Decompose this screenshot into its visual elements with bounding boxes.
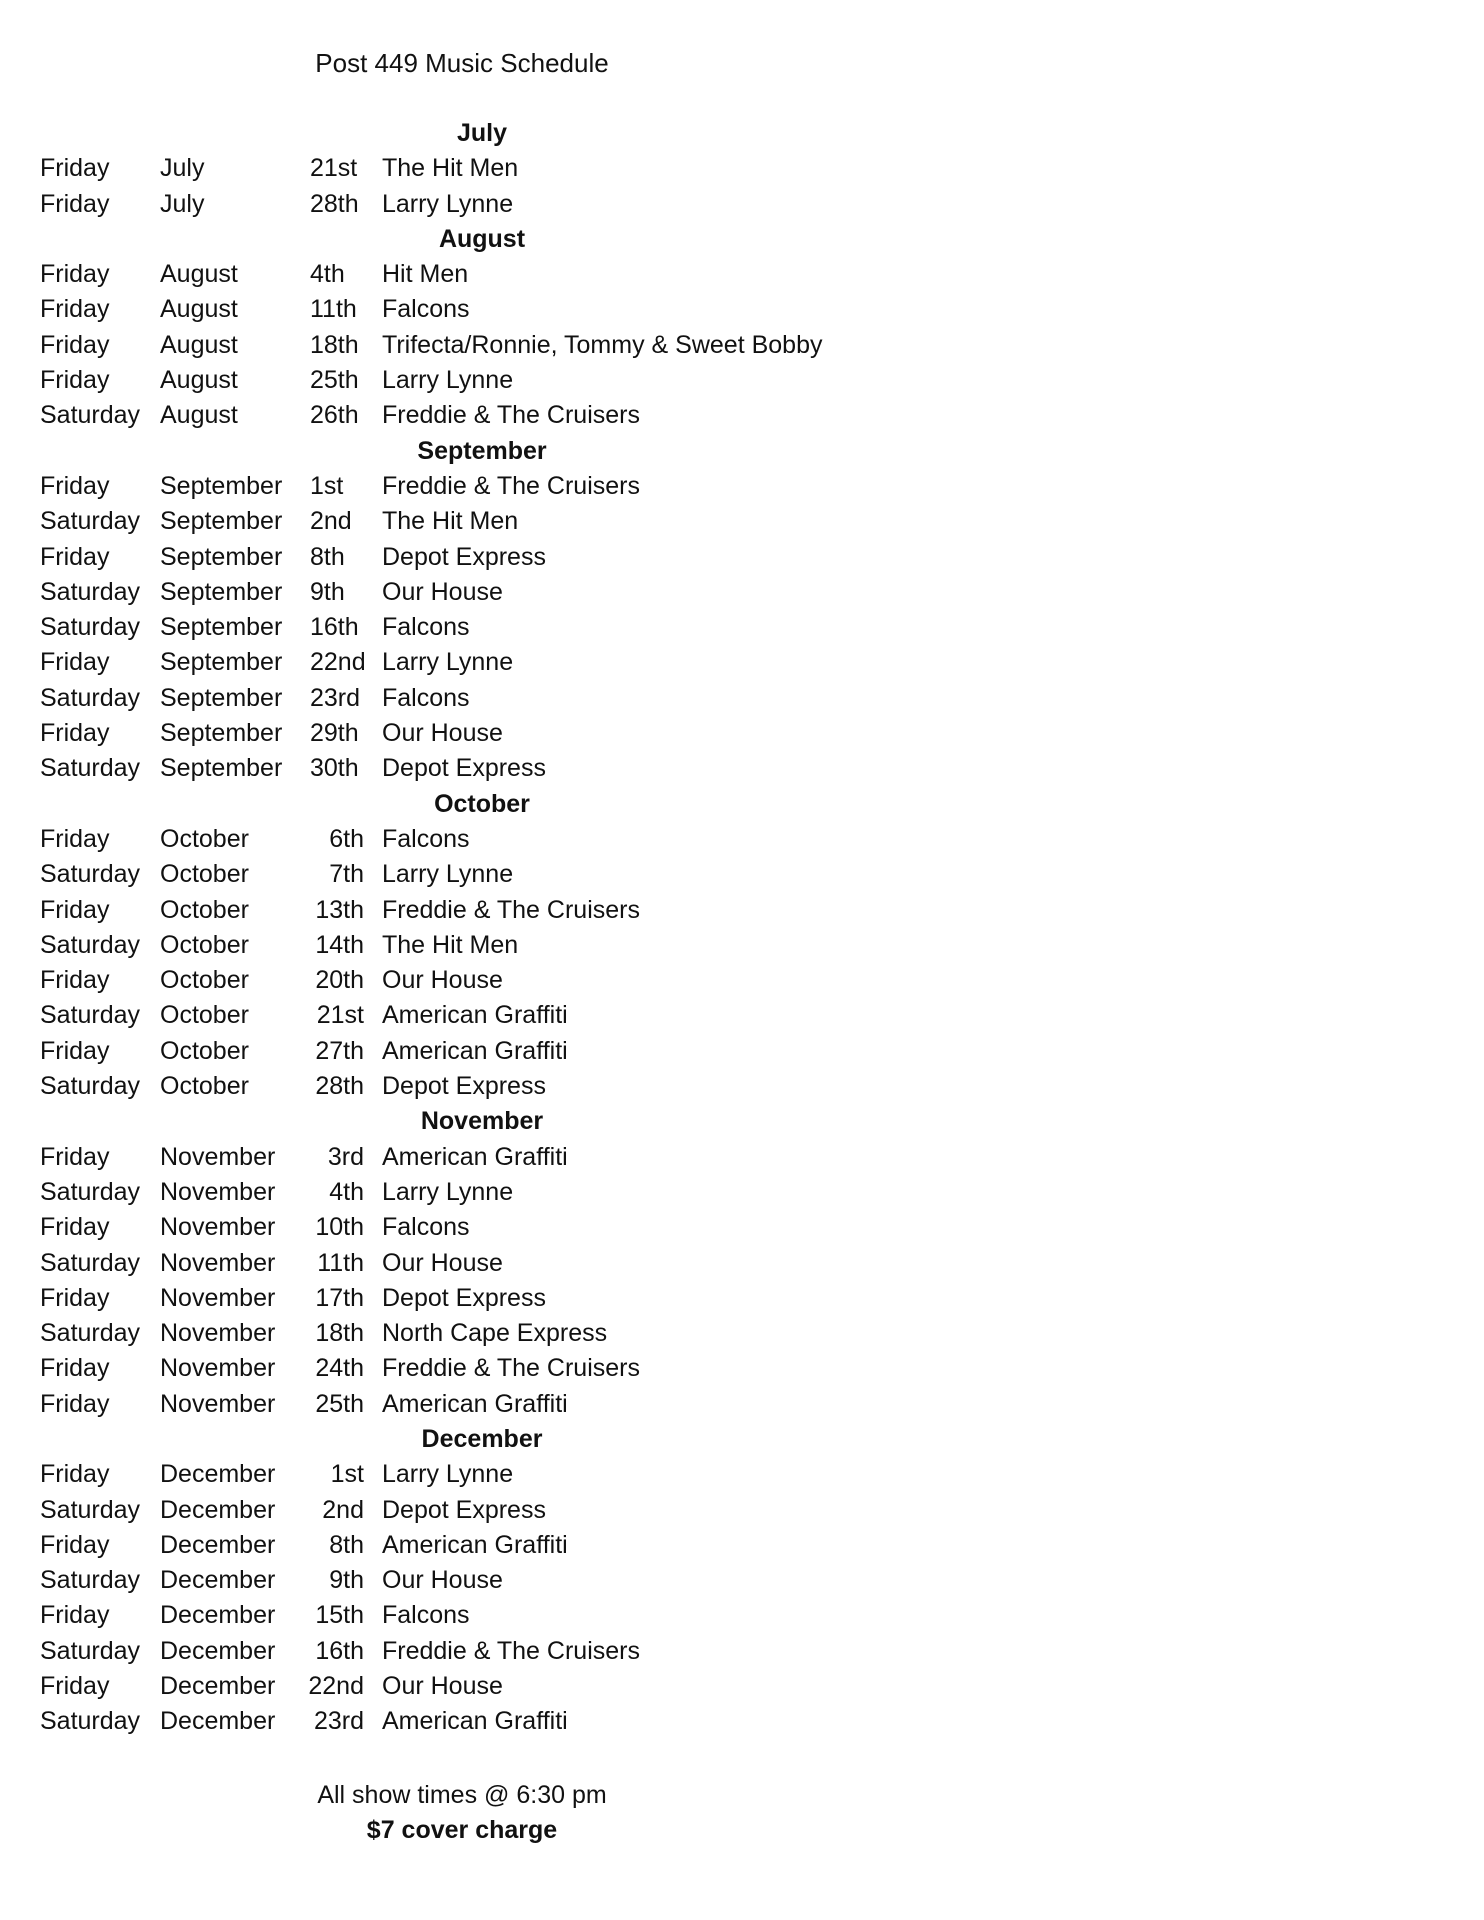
event-day: Saturday: [40, 1566, 141, 1595]
event-date: 3rd: [327, 1142, 364, 1171]
month-heading: December: [421, 1424, 543, 1453]
event-band: Freddie & The Cruisers: [382, 401, 640, 430]
event-band: Our House: [382, 1248, 503, 1277]
event-band: North Cape Express: [382, 1319, 608, 1348]
event-month: December: [160, 1636, 276, 1665]
event-band: Depot Express: [382, 1283, 546, 1312]
event-band: Our House: [382, 1672, 503, 1701]
event-month: November: [160, 1213, 276, 1242]
event-day: Friday: [40, 895, 110, 924]
schedule-row: [40, 187, 940, 222]
event-day: Friday: [40, 330, 110, 359]
event-day: Saturday: [40, 1177, 141, 1206]
event-band: The Hit Men: [382, 154, 519, 183]
event-date: 6th: [329, 824, 364, 853]
event-date: 2nd: [322, 1495, 364, 1524]
schedule-row: [40, 575, 940, 610]
month-heading: November: [420, 1107, 544, 1136]
event-date: 25th: [315, 1389, 364, 1418]
page-title: Post 449 Music Schedule: [315, 48, 609, 78]
event-month: October: [160, 895, 249, 924]
event-day: Saturday: [40, 1072, 141, 1101]
event-band: The Hit Men: [382, 507, 519, 536]
event-month: September: [160, 648, 283, 677]
event-date: 1st: [310, 471, 344, 500]
event-date: 9th: [329, 1566, 364, 1595]
event-date: 26th: [310, 401, 359, 430]
event-month: September: [160, 542, 283, 571]
event-band: Our House: [382, 966, 503, 995]
event-band: Depot Express: [382, 754, 546, 783]
schedule-row: [40, 751, 940, 786]
event-month: July: [160, 189, 205, 218]
schedule-row: [40, 963, 940, 998]
event-band: American Graffiti: [382, 1389, 568, 1418]
event-day: Saturday: [40, 1636, 141, 1665]
event-day: Friday: [40, 1283, 110, 1312]
event-band: Depot Express: [382, 1495, 546, 1524]
event-month: November: [160, 1283, 276, 1312]
schedule-row: [40, 1210, 940, 1245]
event-band: American Graffiti: [382, 1530, 568, 1559]
event-date: 25th: [310, 366, 359, 395]
event-month: November: [160, 1248, 276, 1277]
event-date: 22nd: [310, 648, 366, 677]
event-day: Saturday: [40, 860, 141, 889]
event-month: October: [160, 1036, 249, 1065]
event-month: December: [160, 1672, 276, 1701]
schedule-row: [40, 1669, 940, 1704]
event-month: September: [160, 507, 283, 536]
event-date: 15th: [315, 1601, 364, 1630]
event-month: December: [160, 1707, 276, 1736]
event-month: September: [160, 613, 283, 642]
event-day: Saturday: [40, 683, 141, 712]
event-month: November: [160, 1319, 276, 1348]
event-month: October: [160, 1072, 249, 1101]
event-month: September: [160, 471, 283, 500]
event-month: December: [160, 1566, 276, 1595]
event-day: Saturday: [40, 1495, 141, 1524]
event-date: 11th: [317, 1248, 364, 1277]
event-band: Falcons: [382, 295, 470, 324]
event-date: 23rd: [313, 1707, 364, 1736]
schedule-row: [40, 151, 940, 186]
schedule-row: [40, 857, 940, 892]
event-date: 2nd: [310, 507, 352, 536]
schedule-row: [40, 363, 940, 398]
schedule-row: [40, 1563, 940, 1598]
event-date: 13th: [315, 895, 364, 924]
event-band: Freddie & The Cruisers: [382, 1354, 640, 1383]
event-day: Saturday: [40, 1707, 141, 1736]
event-month: September: [160, 683, 283, 712]
event-date: 28th: [310, 189, 359, 218]
schedule-row: [40, 1634, 940, 1669]
event-date: 18th: [315, 1319, 364, 1348]
event-date: 18th: [310, 330, 359, 359]
schedule-row: [40, 1034, 940, 1069]
event-day: Saturday: [40, 613, 141, 642]
event-day: Saturday: [40, 930, 141, 959]
event-day: Friday: [40, 260, 110, 289]
event-date: 8th: [329, 1530, 364, 1559]
event-day: Saturday: [40, 1319, 141, 1348]
schedule-row: [40, 645, 940, 680]
event-band: Freddie & The Cruisers: [382, 895, 640, 924]
event-date: 22nd: [308, 1672, 364, 1701]
event-date: 21st: [316, 1001, 364, 1030]
event-month: November: [160, 1354, 276, 1383]
event-date: 8th: [310, 542, 345, 571]
schedule-row: [40, 1246, 940, 1281]
event-date: 10th: [315, 1213, 364, 1242]
schedule-row: [40, 822, 940, 857]
schedule-row: [40, 610, 940, 645]
event-month: August: [160, 330, 238, 359]
schedule-row: [40, 1387, 940, 1422]
event-month: November: [160, 1142, 276, 1171]
event-month: July: [160, 154, 205, 183]
schedule-row: [40, 292, 940, 327]
event-date: 9th: [310, 577, 345, 606]
event-date: 17th: [315, 1283, 364, 1312]
event-month: August: [160, 260, 238, 289]
event-date: 29th: [310, 719, 359, 748]
event-month: December: [160, 1530, 276, 1559]
event-band: Depot Express: [382, 542, 546, 571]
event-day: Friday: [40, 1213, 110, 1242]
event-month: August: [160, 401, 238, 430]
event-day: Friday: [40, 1530, 110, 1559]
event-day: Saturday: [40, 1001, 141, 1030]
schedule-row: [40, 1528, 940, 1563]
event-day: Friday: [40, 648, 110, 677]
event-band: Freddie & The Cruisers: [382, 471, 640, 500]
event-day: Saturday: [40, 754, 141, 783]
show-times-note: All show times @ 6:30 pm: [317, 1781, 607, 1809]
event-band: Larry Lynne: [382, 1460, 514, 1489]
event-band: Freddie & The Cruisers: [382, 1636, 640, 1665]
event-band: American Graffiti: [382, 1036, 568, 1065]
event-day: Friday: [40, 154, 110, 183]
event-month: September: [160, 577, 283, 606]
event-month: November: [160, 1177, 276, 1206]
event-month: October: [160, 930, 249, 959]
event-month: October: [160, 1001, 249, 1030]
event-band: Falcons: [382, 1213, 470, 1242]
event-day: Saturday: [40, 1248, 141, 1277]
event-day: Friday: [40, 189, 110, 218]
event-band: Falcons: [382, 1601, 470, 1630]
month-heading: September: [417, 436, 547, 465]
event-month: August: [160, 295, 238, 324]
event-band: American Graffiti: [382, 1001, 568, 1030]
event-day: Friday: [40, 1460, 110, 1489]
event-band: The Hit Men: [382, 930, 519, 959]
schedule-row: [40, 928, 940, 963]
event-day: Friday: [40, 1354, 110, 1383]
event-day: Friday: [40, 295, 110, 324]
schedule-row: [40, 1457, 940, 1492]
event-day: Friday: [40, 1142, 110, 1171]
event-day: Friday: [40, 719, 110, 748]
schedule-row: [40, 1351, 940, 1386]
event-band: Larry Lynne: [382, 860, 514, 889]
event-day: Friday: [40, 471, 110, 500]
schedule-row: [40, 681, 940, 716]
event-day: Friday: [40, 366, 110, 395]
schedule-row: [40, 716, 940, 751]
event-date: 24th: [315, 1354, 364, 1383]
event-band: American Graffiti: [382, 1707, 568, 1736]
event-band: Trifecta/Ronnie, Tommy & Sweet Bobby: [382, 330, 823, 359]
event-month: December: [160, 1601, 276, 1630]
event-date: 14th: [315, 930, 364, 959]
event-band: Larry Lynne: [382, 648, 514, 677]
event-day: Friday: [40, 1601, 110, 1630]
event-date: 7th: [329, 860, 364, 889]
event-date: 4th: [310, 260, 345, 289]
month-heading: August: [438, 224, 526, 253]
schedule-list: [40, 116, 940, 1740]
event-date: 27th: [315, 1036, 364, 1065]
event-band: American Graffiti: [382, 1142, 568, 1171]
event-band: Falcons: [382, 613, 470, 642]
event-day: Friday: [40, 1389, 110, 1418]
event-date: 23rd: [310, 683, 361, 712]
schedule-row: [40, 540, 940, 575]
event-band: Falcons: [382, 683, 470, 712]
event-month: October: [160, 824, 249, 853]
event-month: September: [160, 719, 283, 748]
schedule-row: [40, 1316, 940, 1351]
event-day: Friday: [40, 1672, 110, 1701]
event-month: September: [160, 754, 283, 783]
event-band: Our House: [382, 719, 503, 748]
schedule-row: [40, 398, 940, 433]
event-day: Friday: [40, 1036, 110, 1065]
schedule-row: [40, 1281, 940, 1316]
schedule-row: [40, 328, 940, 363]
schedule-row: [40, 1140, 940, 1175]
event-day: Friday: [40, 824, 110, 853]
schedule-row: [40, 257, 940, 292]
cover-charge-note: $7 cover charge: [366, 1816, 558, 1844]
event-date: 1st: [330, 1460, 364, 1489]
schedule-row: [40, 1704, 940, 1739]
event-month: December: [160, 1460, 276, 1489]
event-band: Larry Lynne: [382, 189, 514, 218]
event-band: Falcons: [382, 824, 470, 853]
event-day: Saturday: [40, 401, 141, 430]
event-day: Saturday: [40, 577, 141, 606]
event-date: 28th: [315, 1072, 364, 1101]
event-month: November: [160, 1389, 276, 1418]
month-heading: July: [456, 119, 508, 147]
event-day: Friday: [40, 542, 110, 571]
event-date: 20th: [315, 966, 364, 995]
event-band: Larry Lynne: [382, 366, 514, 395]
event-month: December: [160, 1495, 276, 1524]
event-month: August: [160, 366, 238, 395]
event-date: 16th: [315, 1636, 364, 1665]
event-band: Hit Men: [382, 260, 469, 289]
schedule-row: [40, 998, 940, 1033]
schedule-row: [40, 504, 940, 539]
event-date: 16th: [310, 613, 359, 642]
schedule-row: [40, 1493, 940, 1528]
event-date: 4th: [329, 1177, 364, 1206]
event-band: Depot Express: [382, 1072, 546, 1101]
schedule-row: [40, 1069, 940, 1104]
event-day: Friday: [40, 966, 110, 995]
event-month: October: [160, 966, 249, 995]
event-band: Our House: [382, 577, 503, 606]
schedule-row: [40, 1598, 940, 1633]
event-date: 30th: [310, 754, 359, 783]
event-month: October: [160, 860, 249, 889]
schedule-row: [40, 893, 940, 928]
schedule-row: [40, 469, 940, 504]
month-heading: October: [434, 789, 530, 818]
event-date: 11th: [310, 295, 357, 324]
event-day: Saturday: [40, 507, 141, 536]
event-band: Larry Lynne: [382, 1177, 514, 1206]
schedule-row: [40, 1175, 940, 1210]
event-band: Our House: [382, 1566, 503, 1595]
event-date: 21st: [310, 154, 358, 183]
